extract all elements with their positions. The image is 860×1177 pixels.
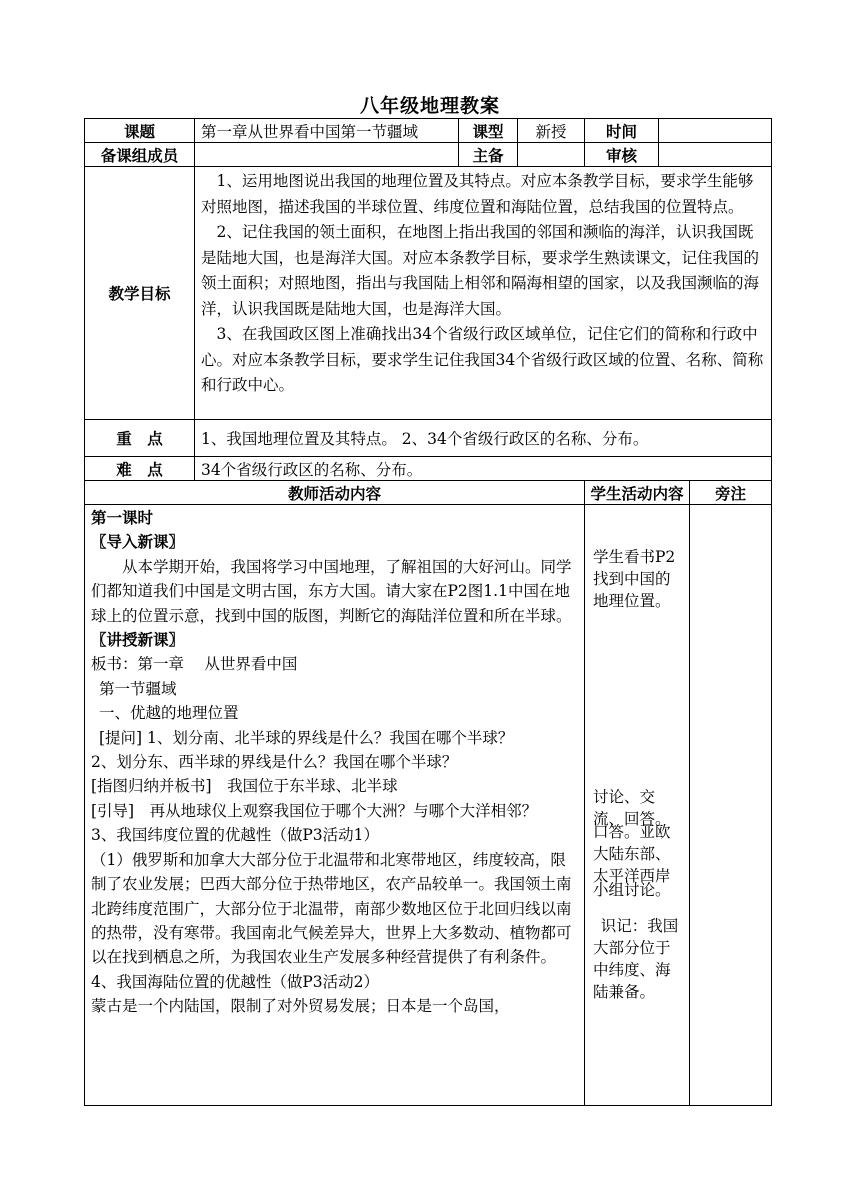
student-note: 小组讨论。	[593, 881, 671, 899]
summary-note: [指图归纳并板书] 我国位于东半球、北半球	[91, 777, 398, 796]
topic-value: 第一章从世界看中国第一节疆域	[195, 119, 459, 143]
student-note: 识记：我国大部分位于中纬度、海陆兼备。	[593, 917, 679, 1001]
key-row	[85, 420, 772, 457]
difficult-row	[85, 457, 772, 481]
board-note: 板书：第一章 从世界看中国	[91, 655, 298, 674]
new-lesson-heading: 〖讲授新课〗	[91, 630, 185, 650]
question-1: [提问] 1、划分南、北半球的界线是什么？我国在哪个半球？	[99, 728, 514, 747]
notes-header: 旁注	[690, 481, 772, 505]
student-note: 学生看书P2找到中国的地理位置。	[593, 548, 676, 610]
notes-content	[690, 505, 772, 1106]
review-value	[659, 143, 772, 167]
lead-label: 主备	[459, 143, 518, 167]
goals-content	[195, 167, 772, 420]
question-2: 2、划分东、西半球的界线是什么？我国在哪个半球？	[91, 753, 458, 772]
type-label: 课型	[459, 119, 518, 143]
goal-item: 1、运用地图说出我国的地理位置及其特点。对应本条教学目标，要求学生能够对照地图，描述我国的半球位置、纬度位置和海陆位置，总结我国的位置特点。	[201, 172, 754, 216]
guide-note: [引导] 再从地球仪上观察我国位于哪个大洲？与哪个大洋相邻？	[91, 801, 538, 820]
time-label: 时间	[585, 119, 659, 143]
review-label: 审核	[585, 143, 659, 167]
key-label: 重 点	[85, 420, 195, 457]
student-activity-content	[585, 505, 690, 1106]
teacher-activity-header: 教师活动内容	[85, 481, 585, 505]
members-label: 备课组成员	[85, 143, 195, 167]
intro-text: 从本学期开始，我国将学习中国地理，了解祖国的大好河山。同学们都知道我们中国是文明古国，东方大国。请大家在P2图1.1中国在地球上的位置示意，找到中国的版图，判断它的海陆洋位置和所在半球。	[91, 557, 572, 625]
latitude-text: （1）俄罗斯和加拿大大部分位于北温带和北寒带地区，纬度较高，限制了农业发展；巴西大部分位于热带地区，农产品较单一。我国领土南北跨纬度范围广，大部分位于北温带，南部少数地区位于北回归线以南的热带，没有寒带。我国南北气候差异大，世界上大多数动、植物都可以在找到栖息之所，为我国农业生产发展多种经营提供了有利条件。	[91, 850, 572, 967]
student-note: 讨论、交流、回答。	[593, 788, 671, 828]
lead-value	[518, 143, 585, 167]
activity-header-row	[85, 481, 772, 505]
section-title: 第一节疆域	[99, 679, 177, 698]
activity-content-row	[85, 505, 772, 1106]
lesson-plan-table	[84, 118, 772, 1106]
intro-heading: 〖导入新课〗	[91, 532, 185, 552]
key-value: 1、我国地理位置及其特点。 2、34个省级行政区的名称、分布。	[195, 420, 772, 457]
student-note: 口答。亚欧大陆东部、太平洋西岸	[593, 823, 671, 885]
point-heading: 一、优越的地理位置	[99, 704, 239, 723]
header-row-2	[85, 143, 772, 167]
goals-row	[85, 167, 772, 420]
student-activity-header: 学生活动内容	[585, 481, 690, 505]
teacher-activity-content	[85, 505, 585, 1106]
goals-label: 教学目标	[85, 167, 195, 420]
members-value	[195, 143, 459, 167]
type-value: 新授	[518, 119, 585, 143]
header-row-1	[85, 119, 772, 143]
goal-item: 3、在我国政区图上准确找出34个省级行政区域单位，记住它们的简称和行政中心。对应本条教学目标，要求学生记住我国34个省级行政区域的位置、名称、简称和行政中心。	[201, 325, 764, 394]
difficult-label: 难 点	[85, 457, 195, 481]
lesson-label: 第一课时	[91, 508, 154, 527]
topic-label: 课题	[85, 119, 195, 143]
latitude-heading: 3、我国纬度位置的优越性（做P3活动1）	[91, 826, 380, 845]
goal-item: 2、记住我国的领土面积，在地图上指出我国的邻国和濒临的海洋，认识我国既是陆地大国，也是海洋大国。对应本条教学目标，要求学生熟读课文，记住我国的领土面积；对照地图，指出与我国陆上相邻和隔海相望的国家，以及我国濒临的海洋，认识我国既是陆地大国，也是海洋大国。	[201, 223, 760, 318]
time-value	[659, 119, 772, 143]
difficult-value: 34个省级行政区的名称、分布。	[195, 457, 772, 481]
document-title: 八年级地理教案	[359, 95, 500, 117]
sea-land-heading: 4、我国海陆位置的优越性（做P3活动2）	[91, 972, 380, 991]
sea-land-text: 蒙古是一个内陆国，限制了对外贸易发展；日本是一个岛国，	[91, 997, 510, 1016]
